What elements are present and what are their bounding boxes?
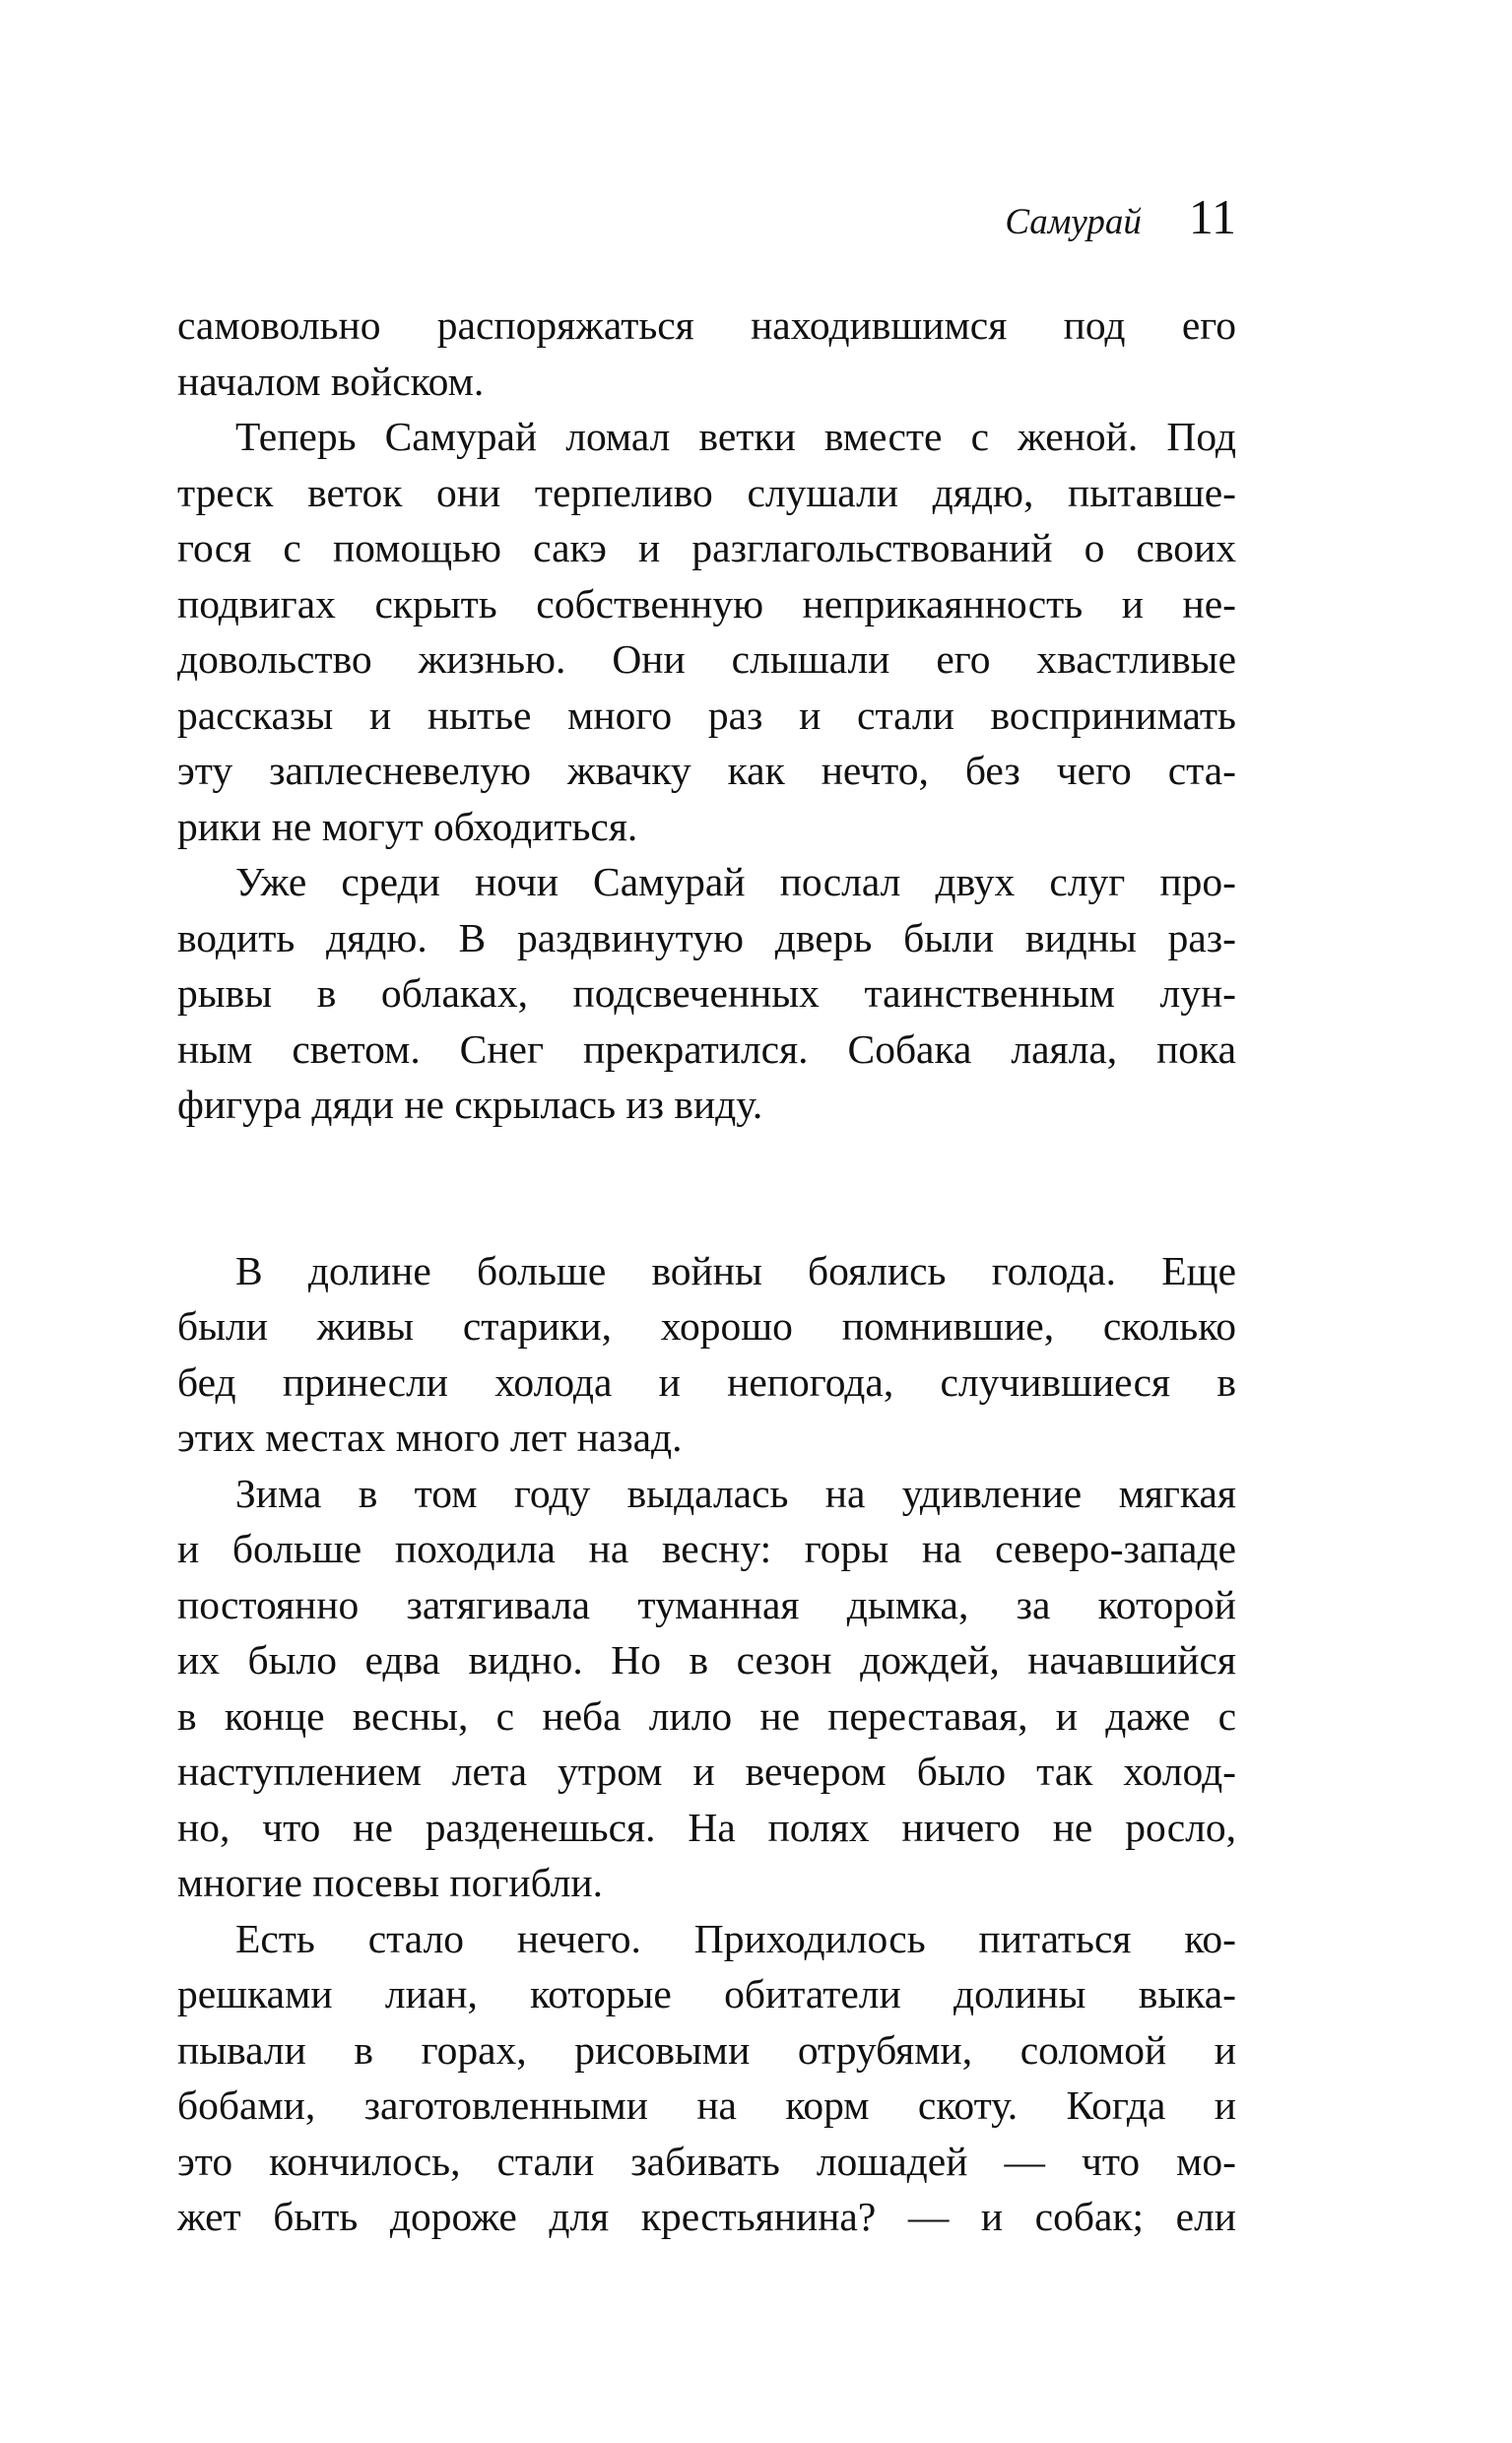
text-line: фигура дяди не скрылась из виду. <box>177 1082 763 1127</box>
text-line: рики не могут обходиться. <box>177 803 638 849</box>
page-number: 11 <box>1188 189 1236 244</box>
text-line: водить дядю. В раздвинутую дверь были видны раз- <box>177 914 1236 960</box>
text-line: решками лиан, которые обитатели долины выка- <box>177 1971 1236 2016</box>
paragraph <box>177 1911 1236 2245</box>
text-line: но, что не разденешься. На полях ничего не росло, <box>177 1804 1236 1850</box>
body-text <box>177 297 1236 2245</box>
text-line: гося с помощью сакэ и разглагольствований о своих <box>177 525 1236 570</box>
paragraph <box>177 1243 1236 1466</box>
text-line: В долине больше войны боялись голода. Еще <box>235 1247 1236 1293</box>
text-line: началом войском. <box>177 358 485 404</box>
text-line: эту заплесневелую жвачку как нечто, без чего ста- <box>177 748 1236 793</box>
text-line: Есть стало нечего. Приходилось питаться ко- <box>235 1915 1236 1961</box>
text-line: довольство жизнью. Они слышали его хвастливые <box>177 636 1236 682</box>
text-line: наступлением лета утром и вечером было так холод- <box>177 1749 1236 1794</box>
text-line: пывали в горах, рисовыми отрубями, соломой и <box>177 2026 1236 2073</box>
text-line: самовольно распоряжаться находившимся под его <box>177 302 1236 348</box>
running-header <box>177 187 1236 259</box>
text-line: это кончилось, стали забивать лошадей — что мо- <box>177 2138 1236 2184</box>
text-line: и больше походила на весну: горы на северо-западе <box>177 1526 1236 1571</box>
running-title: Самурай <box>1005 202 1142 242</box>
text-line: многие посевы погибли. <box>177 1860 604 1905</box>
paragraph-continuation <box>177 297 1236 409</box>
text-line: рывы в облаках, подсвеченных таинственным лун- <box>177 970 1236 1016</box>
text-line: Зима в том году выдалась на удивление мягкая <box>235 1470 1236 1516</box>
text-line: рассказы и нытье много раз и стали воспринимать <box>177 692 1236 738</box>
paragraph <box>177 854 1236 1133</box>
text-line: постоянно затягивала туманная дымка, за которой <box>177 1581 1236 1627</box>
text-line: Теперь Самурай ломал ветки вместе с женой. Под <box>235 414 1236 459</box>
text-line: этих местах много лет назад. <box>177 1415 683 1460</box>
paragraph <box>177 1466 1236 1911</box>
text-line: бобами, заготовленными на корм скоту. Когда и <box>177 2082 1236 2128</box>
section-break <box>177 1133 1236 1243</box>
text-line: были живы старики, хорошо помнившие, сколько <box>177 1303 1236 1349</box>
text-line: Уже среди ночи Самурай послал двух слуг про- <box>235 859 1236 904</box>
text-line: жет быть дороже для крестьянина? — и собак; ели <box>177 2194 1236 2239</box>
text-line: треск веток они терпеливо слушали дядю, пытавше- <box>177 469 1236 515</box>
text-line: их было едва видно. Но в сезон дождей, начавшийся <box>177 1637 1236 1683</box>
text-line: подвигах скрыть собственную неприкаянность и не- <box>177 580 1236 627</box>
text-line: в конце весны, с неба лило не переставая, и даже с <box>177 1692 1236 1739</box>
text-line: ным светом. Снег прекратился. Собака лаяла, пока <box>177 1025 1236 1072</box>
paragraph <box>177 409 1236 854</box>
text-line: бед принесли холода и непогода, случившиеся в <box>177 1358 1236 1405</box>
